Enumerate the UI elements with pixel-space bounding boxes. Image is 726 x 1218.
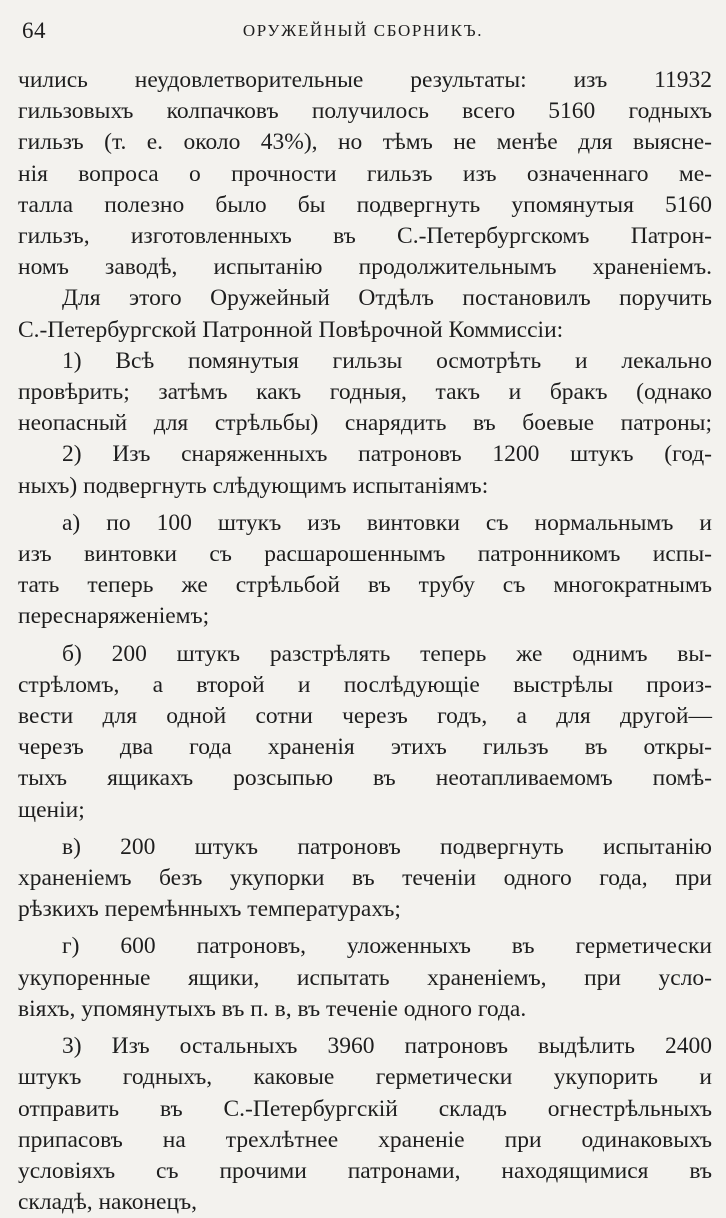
text-line: щеніи; <box>18 796 85 823</box>
text-line: условіяхъ съ прочими патронами, находящимися въ <box>18 1157 712 1184</box>
text-line: гильзовыхъ колпачковъ получилось всего 5160 годныхъ <box>18 98 712 125</box>
text-line: талла полезно было бы подвергнуть упомянутыя 5160 <box>18 191 712 218</box>
text-line: С.-Петербургской Патронной Повѣрочной Коммиссіи: <box>18 316 564 343</box>
text-line: припасовъ на трехлѣтнее храненіе при одинаковыхъ <box>18 1126 712 1153</box>
text-line: рѣзкихъ перемѣнныхъ температурахъ; <box>18 896 401 923</box>
text-line: 3) Изъ остальныхъ 3960 патроновъ выдѣлить 2400 <box>62 1033 712 1060</box>
list-item-3 <box>18 1031 712 1218</box>
text-line: провѣрить; затѣмъ какъ годныя, такъ и бракъ (однако <box>18 379 712 406</box>
page-number: 64 <box>22 18 46 43</box>
page-header <box>0 18 726 48</box>
list-item-1 <box>18 346 712 440</box>
text-line: укупоренные ящики, испытать храненіемъ, при усло- <box>18 964 712 991</box>
text-line: стрѣломъ, а второй и послѣдующіе выстрѣлы произ- <box>18 671 712 698</box>
text-line: гильзъ, изготовленныхъ въ С.-Петербургскомъ Патрон- <box>18 223 712 250</box>
text-line: тать теперь же стрѣльбой въ трубу съ многократнымъ <box>18 572 712 599</box>
text-line: 2) Изъ снаряженныхъ патроновъ 1200 штукъ (год- <box>62 441 712 468</box>
text-line: тыхъ ящикахъ розсыпью въ неотапливаемомъ помѣ- <box>18 765 712 792</box>
text-line: чились неудовлетворительные результаты: изъ 11932 <box>18 67 712 93</box>
text-line: черезъ два года храненія этихъ гильзъ въ откры- <box>18 734 712 761</box>
text-line: Для этого Оружейный Отдѣлъ постановилъ поручить <box>62 285 712 312</box>
text-line: переснаряженіемъ; <box>18 603 210 630</box>
running-title: ОРУЖЕЙНЫЙ СБОРНИКЪ. <box>242 21 484 40</box>
text-line: ныхъ) подвергнуть слѣдующимъ испытаніямъ: <box>18 472 489 499</box>
list-subitem-g <box>18 931 712 1025</box>
list-item-2 <box>18 439 712 501</box>
paragraph-continuation <box>18 65 712 283</box>
text-line: віяхъ, упомянутыхъ въ п. в, въ теченіе одного года. <box>18 995 527 1022</box>
text-line: 1) Всѣ помянутыя гильзы осмотрѣть и лекально <box>62 347 712 374</box>
text-line: б) 200 штукъ разстрѣлять теперь же однимъ вы- <box>62 640 712 667</box>
list-subitem-a <box>18 508 712 633</box>
text-line: складѣ, наконецъ, <box>18 1189 198 1216</box>
body-text <box>18 65 712 1218</box>
text-line: а) по 100 штукъ изъ винтовки съ нормальнымъ и <box>62 509 712 536</box>
list-subitem-v <box>18 832 712 926</box>
text-line: вести для одной сотни черезъ годъ, а для другой— <box>18 703 712 730</box>
text-line: штукъ годныхъ, каковые герметически укупорить и <box>18 1064 712 1091</box>
text-line: нія вопроса о прочности гильзъ изъ означеннаго ме- <box>18 160 712 187</box>
text-line: отправить въ С.-Петербургскій складъ огнестрѣльныхъ <box>18 1095 712 1122</box>
text-line: номъ заводѣ, испытанію продолжительнымъ храненіемъ. <box>18 254 712 281</box>
list-subitem-b <box>18 639 712 826</box>
text-line: храненіемъ безъ укупорки въ теченіи одного года, при <box>18 865 712 892</box>
paragraph-decision <box>18 283 712 345</box>
text-line: гильзъ (т. е. около 43%), но тѣмъ не менѣе для выясне- <box>18 129 712 156</box>
text-line: неопасный для стрѣльбы) снарядить въ боевые патроны; <box>18 410 712 437</box>
text-line: изъ винтовки съ расшарошеннымъ патронникомъ испы- <box>18 541 712 568</box>
text-line: в) 200 штукъ патроновъ подвергнуть испытанію <box>62 833 712 860</box>
text-line: г) 600 патроновъ, уложенныхъ въ герметически <box>62 933 712 960</box>
